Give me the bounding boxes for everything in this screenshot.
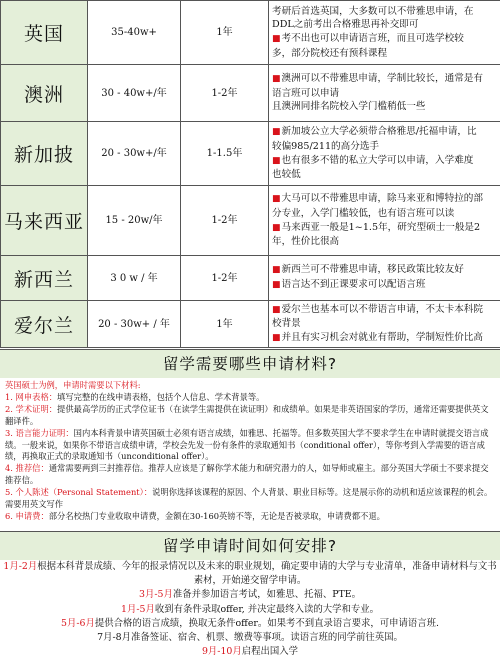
timeline-line xyxy=(0,588,500,602)
note-text: DDL之前考出合格雅思再补交即可 xyxy=(272,19,419,31)
note-line xyxy=(272,221,497,236)
note-text: 语言班可以申请 xyxy=(272,87,340,99)
note-line xyxy=(272,331,497,346)
country-notes xyxy=(269,186,500,256)
country-duration: 1年 xyxy=(181,1,269,65)
timeline-text: 收到有条件录取offer, 并决定最终入读的大学和专业。 xyxy=(154,603,379,615)
country-name: 马来西亚 xyxy=(1,186,88,256)
country-notes xyxy=(269,65,500,122)
note-line xyxy=(272,317,497,331)
material-label: 5. 个人陈述（Personal Statement）： xyxy=(5,487,153,498)
timeline-line xyxy=(0,631,500,645)
country-row xyxy=(1,1,500,65)
country-duration: 1-1.5年 xyxy=(181,122,269,186)
timeline-text: 提供合格的语言成绩，换取无条件offer。如果考不到直录语言要求，可申请语言班. xyxy=(94,617,439,629)
country-name: 澳洲 xyxy=(1,65,88,122)
country-notes xyxy=(269,256,500,301)
timeline-text: 启程出国入学 xyxy=(241,646,299,658)
country-duration: 1-2年 xyxy=(181,256,269,301)
country-row xyxy=(1,65,500,122)
material-label: 3. 语言能力证明： xyxy=(5,427,74,438)
country-cost: 20 - 30w+/年 xyxy=(88,122,181,186)
note-line xyxy=(272,235,497,249)
note-text: 校背景 xyxy=(272,318,301,330)
note-text: 并且有实习机会对就业有帮助，学制短性价比高 xyxy=(281,331,483,343)
timeline-line xyxy=(0,617,500,631)
country-duration: 1-2年 xyxy=(181,65,269,122)
timeline-period: 1月-5月 xyxy=(121,603,155,615)
note-text: 大马可以不带雅思申请，除马来亚和博特拉的部 xyxy=(281,193,483,205)
note-text: 爱尔兰也基本可以不带语言申请，不太卡本科院 xyxy=(281,303,483,315)
country-duration: 1-2年 xyxy=(181,186,269,256)
country-name: 新西兰 xyxy=(1,256,88,301)
material-text: 通常需要两到三封推荐信。推荐人应该是了解你学术能力和研究潜力的人，如导师或雇主。部分英国大学硕士不要求提交推荐信。 xyxy=(5,463,489,486)
timeline-line xyxy=(0,603,500,617)
note-line xyxy=(272,303,497,318)
materials-section-title: 留学需要哪些申请材料? xyxy=(0,349,500,378)
material-label: 1. 网申表格： xyxy=(5,391,58,402)
country-cost: 20 - 30w+ / 年 xyxy=(88,301,181,348)
timeline-text: 准备并参加语言考试，如雅思、托福、PTE。 xyxy=(172,589,361,601)
country-notes xyxy=(269,301,500,348)
timeline-line xyxy=(0,645,500,659)
red-square-bullet-icon: ■ xyxy=(272,127,281,138)
note-text: 语言达不到正课要求可以配语言班 xyxy=(281,279,426,290)
note-line xyxy=(272,18,497,32)
note-line xyxy=(272,154,497,169)
note-line xyxy=(272,125,497,140)
timeline-line xyxy=(0,560,500,588)
timeline-text: 根据本科背景成绩、今年的报录情况以及未来的职业规划，确定要申请的大学与专业清单，准备申请材料与文书素材，开始递交留学申请。 xyxy=(37,561,497,587)
note-text: 新西兰可不带雅思申请，移民政策比较友好 xyxy=(281,264,464,276)
material-text: 提供最高学历的正式学位证书（在读学生需提供在读证明）和成绩单。如果是非英语国家的学历，通常还需要提供英文翻译件。 xyxy=(5,403,489,426)
timeline-section xyxy=(0,560,500,667)
timeline-period: 1月-2月 xyxy=(3,561,38,572)
note-line xyxy=(272,32,497,47)
country-duration: 1年 xyxy=(181,301,269,348)
country-name: 英国 xyxy=(1,1,88,65)
note-text: 年，性价比很高 xyxy=(272,236,340,248)
material-text: 填写完整的在线申请表格，包括个人信息、学术背景等。 xyxy=(57,391,265,402)
country-row xyxy=(1,256,500,301)
material-text: 说明你选择该课程的原因、个人背景、职业目标等。这是展示你的动机和适应该课程的机会。需要用英文写作 xyxy=(5,487,493,510)
materials-section xyxy=(0,377,500,529)
red-square-bullet-icon: ■ xyxy=(272,265,281,276)
country-notes xyxy=(269,1,500,65)
note-line xyxy=(272,263,497,278)
red-square-bullet-icon: ■ xyxy=(272,34,281,44)
red-square-bullet-icon: ■ xyxy=(272,304,281,315)
note-line xyxy=(272,72,497,87)
material-text: 部分名校热门专业收取申请费，金额在30-160英镑不等，无论是否被录取，申请费都不退。 xyxy=(48,510,385,521)
note-text: 也有很多不错的私立大学可以申请，入学难度 xyxy=(281,154,474,166)
country-row xyxy=(1,301,500,348)
material-text: 国内本科背景申请英国硕士必须有语言成绩，如雅思、托福等。但多数英国大学不要求学生在申请时就提交语言成绩。一般来说，如果你不带语言成绩申请，学校会先发一份有条件的录取通知书（conditional offer），等你考到入学需要的语言成绩，再换取正式的录取通知书（unconditional offer）。 xyxy=(5,427,489,462)
material-label: 4. 推荐信： xyxy=(5,463,49,474)
material-item xyxy=(5,463,495,487)
red-square-bullet-icon: ■ xyxy=(272,74,281,85)
country-name: 爱尔兰 xyxy=(1,301,88,348)
note-line xyxy=(272,100,497,114)
note-text: 澳洲可以不带雅思申请，学制比较长，通常是有 xyxy=(281,73,483,85)
note-text: 马来西亚一般是1~1.5年，研究型硕士一般是2 xyxy=(281,221,481,233)
country-cost: 15 - 20w/年 xyxy=(88,186,181,256)
note-text: 考研后首选英国，大多数可以不带雅思申请，在 xyxy=(272,5,474,17)
country-name: 新加披 xyxy=(1,122,88,186)
materials-intro: 英国硕士为例，申请时需要以下材料: xyxy=(5,380,141,390)
timeline-period: 9月-10月 xyxy=(201,646,242,658)
red-square-bullet-icon: ■ xyxy=(272,155,281,166)
timeline-text: 7月-8月准备签证、宿舍、机票、缴费等事项。读语言班的同学前往英国。 xyxy=(97,632,403,644)
material-item xyxy=(5,404,495,428)
note-text: 分专业，入学门槛较低，也有语言班可以读 xyxy=(272,207,455,219)
material-item xyxy=(5,392,495,404)
note-text: 多，部分院校还有预科课程 xyxy=(272,47,388,59)
red-square-bullet-icon: ■ xyxy=(272,280,281,290)
materials-list xyxy=(5,392,495,523)
country-cost: 30 - 40w+/年 xyxy=(88,65,181,122)
red-square-bullet-icon: ■ xyxy=(272,332,281,343)
note-line xyxy=(272,140,497,154)
note-line xyxy=(272,207,497,221)
material-item xyxy=(5,511,495,523)
material-item xyxy=(5,428,495,464)
material-item xyxy=(5,487,495,511)
note-text: 也较低 xyxy=(272,169,301,181)
country-row xyxy=(1,186,500,256)
note-line xyxy=(272,87,497,101)
timeline-period: 3月-5月 xyxy=(138,589,173,601)
country-row xyxy=(1,122,500,186)
note-line xyxy=(272,47,497,61)
note-text: 新加坡公立大学必须带合格雅思/托福申请，比 xyxy=(281,126,477,138)
red-square-bullet-icon: ■ xyxy=(272,194,281,205)
timeline-period: 5月-6月 xyxy=(61,617,95,629)
note-line xyxy=(272,278,497,293)
note-text: 较偏985/211的高分选手 xyxy=(272,140,380,152)
country-notes xyxy=(269,122,500,186)
timeline-section-title: 留学申请时间如何安排? xyxy=(0,531,500,560)
note-line xyxy=(272,168,497,182)
material-label: 6. 申请费： xyxy=(5,510,49,521)
country-cost: 35-40w+ xyxy=(88,1,181,65)
material-label: 2. 学术证明： xyxy=(5,403,58,414)
red-square-bullet-icon: ■ xyxy=(272,222,281,233)
note-text: 考不出也可以申请语言班，而且可选学校较 xyxy=(281,33,464,44)
note-line xyxy=(272,5,497,19)
country-cost: 3 0 w / 年 xyxy=(88,256,181,301)
note-text: 且澳洲同排名院校入学门槛稍低一些 xyxy=(272,101,426,113)
timeline-list xyxy=(0,560,500,659)
note-line xyxy=(272,192,497,207)
